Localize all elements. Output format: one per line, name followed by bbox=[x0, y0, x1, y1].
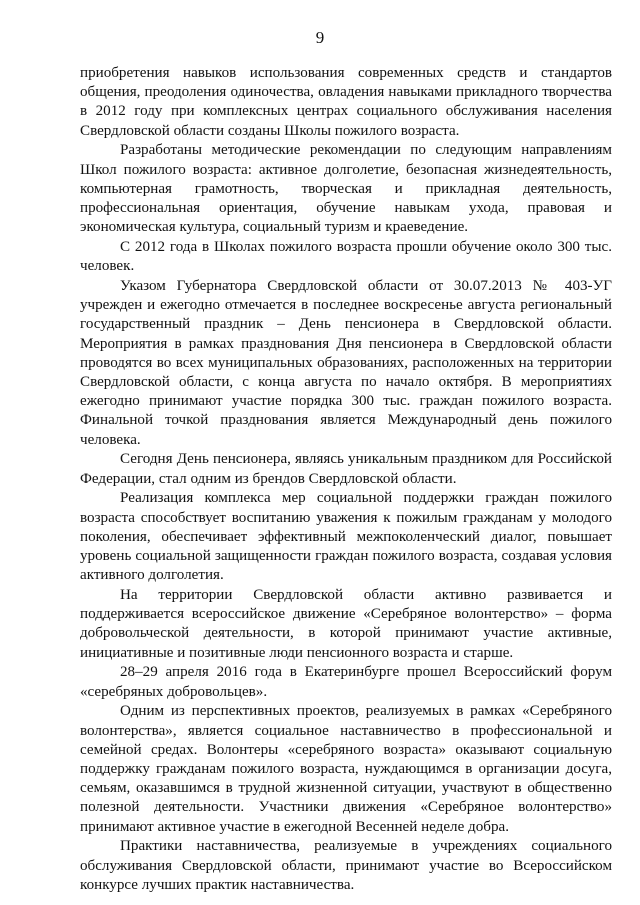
paragraph-social-support: Реализация комплекса мер социальной поддержки граждан пожилого возраста способствует воспитанию уважения к пожилым гражданам у молодого поколения, обеспечивает эффективный межпоколенческий диалог, повышает уровень социальной защищенности граждан пожилого возраста, создавая условия активного долголетия. bbox=[80, 490, 612, 584]
document-body bbox=[80, 64, 612, 896]
paragraph-volunteer-forum: 28–29 апреля 2016 года в Екатеринбурге прошел Всероссийский форум «серебряных добровольцев». bbox=[80, 664, 612, 700]
paragraph-pensioner-day-brand: Сегодня День пенсионера, являясь уникальным праздником для Российской Федерации, стал одним из брендов Свердловской области. bbox=[80, 451, 612, 487]
paragraph-social-mentoring: Одним из перспективных проектов, реализуемых в рамках «Серебряного волонтерства», является социальное наставничество в профессиональной и семейной средах. Волонтеры «серебряного возраста» оказывают социальную поддержку гражданам пожилого возраста, нуждающимся в организации досуга, семьям, оказавшимся в трудной жизненной ситуации, участвуют в общественно полезной деятельности. Участники движения «Серебряное волонтерство» принимают активное участие в ежегодной Весенней неделе добра. bbox=[80, 703, 612, 835]
paragraph-mentoring-contest: Практики наставничества, реализуемые в учреждениях социального обслуживания Свердловской области, принимают участие во Всероссийском конкурсе лучших практик наставничества. bbox=[80, 838, 612, 893]
paragraph-methodical-recommendations: Разработаны методические рекомендации по следующим направлениям Школ пожилого возраста: активное долголетие, безопасная жизнедеятельность, компьютерная грамотность, творческая и прикладная деятельность, профессиональная ориентация, обучение навыкам ухода, правовая и экономическая культура, социальный туризм и краеведение. bbox=[80, 142, 612, 236]
paragraph-silver-volunteering: На территории Свердловской области активно развивается и поддерживается всероссийское движение «Серебряное волонтерство» – форма добровольческой деятельности, в которой принимают участие активные, инициативные и позитивные люди пенсионного возраста и старше. bbox=[80, 587, 612, 661]
paragraph-pensioner-day-decree: Указом Губернатора Свердловской области от 30.07.2013 № 403-УГ учрежден и ежегодно отмечается в последнее воскресенье августа региональный государственный праздник – День пенсионера в Свердловской области. Мероприятия в рамках празднования Дня пенсионера в Свердловской области проводятся во всех муниципальных образованиях, расположенных на территории Свердловской области, с конца августа по начало октября. В мероприятиях ежегодно принимают участие порядка 300 тыс. граждан пожилого возраста. Финальной точкой празднования является Международный день пожилого человека. bbox=[80, 278, 612, 448]
paragraph-training-count: С 2012 года в Школах пожилого возраста прошли обучение около 300 тыс. человек. bbox=[80, 239, 612, 275]
paragraph-schools-continuation: приобретения навыков использования современных средств и стандартов общения, преодоления одиночества, овладения навыками прикладного творчества в 2012 году при комплексных центрах социального обслуживания населения Свердловской области созданы Школы пожилого возраста. bbox=[80, 65, 612, 139]
page-number: 9 bbox=[315, 28, 325, 47]
